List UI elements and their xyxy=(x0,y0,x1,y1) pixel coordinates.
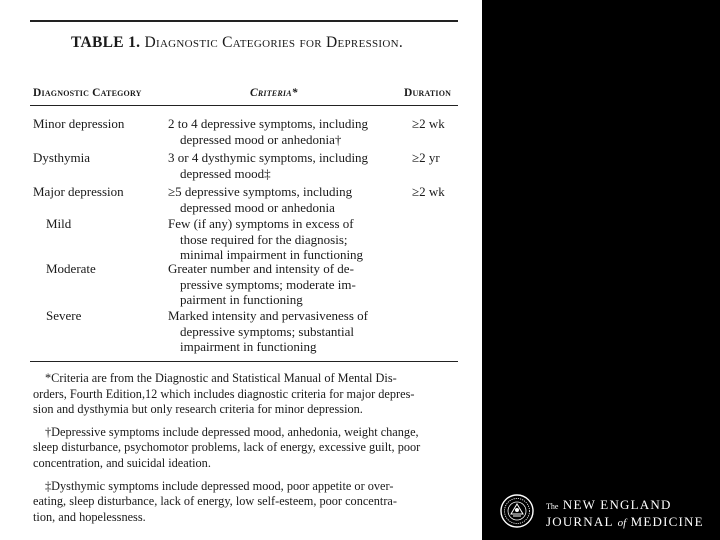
footnotes xyxy=(33,371,458,532)
table-title-text: Diagnostic Categories for Depression. xyxy=(144,34,404,51)
table-title xyxy=(71,34,403,52)
footnote-line: *Criteria are from the Diagnostic and Statistical Manual of Mental Dis- xyxy=(45,371,397,385)
footnote-line: ‡Dysthymic symptoms include depressed mood, poor appetite or over- xyxy=(45,478,394,493)
wordmark-the: The xyxy=(546,502,559,511)
criteria-line: depressive symptoms; substantial xyxy=(180,323,355,339)
top-rule xyxy=(30,20,458,22)
footnote-line: sion and dysthymia but only research criteria for minor depression. xyxy=(33,402,363,417)
criteria-line: Greater number and intensity of de- xyxy=(168,261,354,276)
footnote-line: orders, Fourth Edition,12 which includes diagnostic criteria for major depres- xyxy=(33,386,415,401)
wordmark-line-1 xyxy=(546,497,704,514)
footnote-dysthymic-symptoms xyxy=(33,479,458,526)
footnote-criteria-source xyxy=(33,371,458,418)
category-cell: Major depression xyxy=(33,184,124,199)
nejm-wordmark xyxy=(546,497,704,531)
header-rule xyxy=(30,105,458,106)
criteria-line: depressed mood or anhedonia xyxy=(180,199,335,215)
category-cell: Severe xyxy=(46,308,82,323)
criteria-line: minimal impairment in functioning xyxy=(180,247,364,262)
footnote-line: eating, sleep disturbance, lack of energy, low self-esteem, poor concentra- xyxy=(33,494,397,509)
category-cell: Dysthymia xyxy=(33,150,91,165)
table-number: TABLE 1. xyxy=(71,34,141,51)
criteria-line: pairment in functioning xyxy=(180,292,303,307)
wordmark-line-2 xyxy=(546,514,704,531)
footnote-line: concentration, and suicidal ideation. xyxy=(33,455,211,470)
criteria-line: depressed mood or anhedonia† xyxy=(180,131,342,147)
wordmark-medicine: MEDICINE xyxy=(630,514,704,529)
header-criteria: Criteria* xyxy=(250,87,298,99)
header-duration: Duration xyxy=(404,87,452,99)
footnote-line: sleep disturbance, psychomotor problems, lack of energy, excessive guilt, poor xyxy=(33,440,421,455)
duration-cell: ≥2 wk xyxy=(412,116,445,131)
footnote-line: †Depressive symptoms include depressed mood, anhedonia, weight change, xyxy=(45,424,419,439)
criteria-line: Marked intensity and pervasiveness of xyxy=(168,308,369,323)
nejm-seal-icon xyxy=(500,494,534,528)
criteria-line: 2 to 4 depressive symptoms, including xyxy=(168,116,369,131)
criteria-line: ≥5 depressive symptoms, including xyxy=(168,184,353,199)
wordmark-of: of xyxy=(617,517,627,529)
criteria-line: pressive symptoms; moderate im- xyxy=(180,276,356,292)
footnote-line: tion, and hopelessness. xyxy=(33,509,146,524)
criteria-line: those required for the diagnosis; xyxy=(180,231,348,247)
criteria-cell xyxy=(168,116,398,147)
criteria-line: Few (if any) symptoms in excess of xyxy=(168,216,354,231)
duration-cell: ≥2 wk xyxy=(412,184,445,199)
category-cell: Mild xyxy=(46,216,72,231)
criteria-line: impairment in functioning xyxy=(180,339,317,354)
criteria-cell xyxy=(168,261,398,308)
category-cell: Minor depression xyxy=(33,116,125,131)
bottom-rule xyxy=(30,361,458,362)
duration-cell: ≥2 yr xyxy=(412,150,440,165)
criteria-cell xyxy=(168,216,398,263)
wordmark-new-england: NEW ENGLAND xyxy=(562,497,672,512)
criteria-cell xyxy=(168,308,398,355)
wordmark-journal: JOURNAL xyxy=(546,514,614,529)
header-diagnostic-category: Diagnostic Category xyxy=(33,87,142,99)
criteria-cell xyxy=(168,150,398,181)
criteria-line: depressed mood‡ xyxy=(180,165,271,181)
criteria-cell xyxy=(168,184,398,215)
criteria-line: 3 or 4 dysthymic symptoms, including xyxy=(168,150,369,165)
category-cell: Moderate xyxy=(46,261,96,276)
footnote-depressive-symptoms xyxy=(33,425,458,472)
